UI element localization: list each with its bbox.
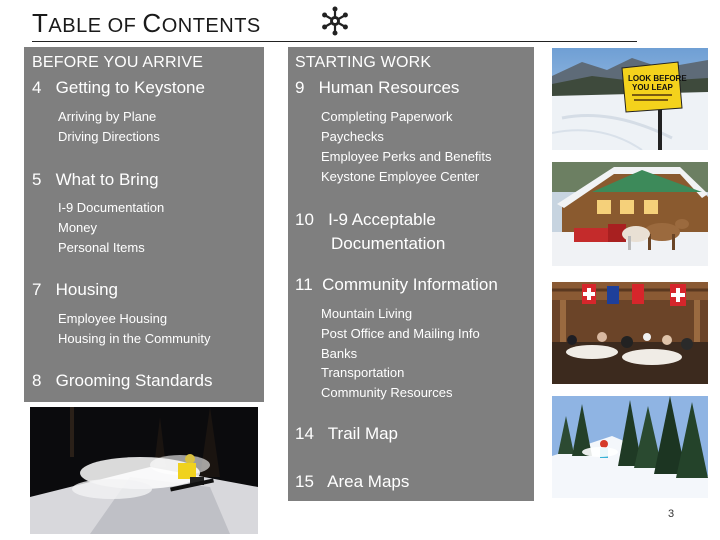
toc-entry-area-maps[interactable] <box>295 472 409 492</box>
toc-page-number: 5 <box>32 170 42 189</box>
toc-entry-label: Human Resources <box>318 78 460 97</box>
toc-subitem[interactable]: Mountain Living <box>321 306 413 321</box>
toc-subitem[interactable]: Community Resources <box>321 385 453 401</box>
title-underline <box>32 41 637 42</box>
toc-entry-label: Grooming Standards <box>55 371 213 390</box>
toc-entry-grooming-standards[interactable] <box>32 371 213 391</box>
ski-slope-sign-photo <box>552 48 708 150</box>
toc-entry-label: Housing <box>55 280 119 299</box>
toc-subitem[interactable]: Keystone Employee Center <box>321 169 480 184</box>
toc-entry-what-to-bring[interactable] <box>32 170 159 190</box>
toc-page-number: 10 <box>295 210 314 229</box>
toc-subitem[interactable]: Paychecks <box>321 129 384 144</box>
page-title <box>32 8 261 39</box>
before-you-arrive-panel <box>24 47 264 402</box>
toc-page-number: 15 <box>295 472 314 491</box>
sign-text-line1: LOOK BEFORE <box>628 74 687 83</box>
toc-entry-getting-to-keystone[interactable] <box>32 78 205 98</box>
toc-subitem[interactable]: Housing in the Community <box>58 331 211 346</box>
before-you-arrive-heading: BEFORE YOU ARRIVE <box>32 54 204 71</box>
skier-trees-photo <box>552 396 708 498</box>
toc-entry-label: I-9 Acceptable <box>328 210 436 229</box>
toc-subitem[interactable]: Banks <box>321 345 358 361</box>
title-part-2: ONTENTS <box>161 15 261 37</box>
toc-entry-human-resources[interactable] <box>295 78 459 98</box>
toc-subitem[interactable]: Driving Directions <box>58 129 160 144</box>
toc-entry-trail-map[interactable] <box>295 424 398 444</box>
sign-text-line2: YOU LEAP <box>632 83 673 92</box>
title-part-1: ABLE OF <box>48 15 143 37</box>
toc-entry-label: Getting to Keystone <box>55 78 205 97</box>
page-number: 3 <box>668 508 675 520</box>
toc-subitem[interactable]: Completing Paperwork <box>321 109 453 124</box>
toc-subitem[interactable]: Money <box>58 220 98 235</box>
starting-work-panel <box>288 47 534 501</box>
toc-subitems <box>321 304 480 403</box>
toc-entry-label: What to Bring <box>55 170 159 189</box>
title-initial-c: C <box>142 8 162 38</box>
toc-entry-label-continued: Documentation <box>331 234 446 253</box>
toc-page-number: 7 <box>32 280 42 299</box>
toc-subitem[interactable]: Transportation <box>321 365 405 381</box>
toc-subitem[interactable]: Employee Perks and Benefits <box>321 149 492 164</box>
toc-subitem[interactable]: Personal Items <box>58 240 145 255</box>
starting-work-heading: STARTING WORK <box>295 54 432 71</box>
toc-subitems <box>58 198 164 258</box>
toc-entry-community-information[interactable] <box>295 275 498 295</box>
toc-subitem[interactable]: Employee Housing <box>58 311 168 326</box>
toc-entry-i9-documentation[interactable] <box>295 208 436 232</box>
toc-subitem[interactable]: Arriving by Plane <box>58 109 157 124</box>
toc-subitem[interactable]: I-9 Documentation <box>58 200 165 215</box>
toc-entry-label: Community Information <box>322 275 498 294</box>
toc-page-number: 8 <box>32 371 42 390</box>
lodge-sleigh-photo <box>552 162 708 266</box>
snowflake-logo-icon <box>320 6 350 36</box>
title-initial-t: T <box>32 8 49 38</box>
toc-page-number: 9 <box>295 78 305 97</box>
toc-page-number: 14 <box>295 424 314 443</box>
toc-page-number: 4 <box>32 78 42 97</box>
toc-subitems <box>321 107 492 187</box>
toc-entry-label: Area Maps <box>327 472 410 491</box>
dining-hall-photo <box>552 282 708 384</box>
toc-entry-housing[interactable] <box>32 280 118 300</box>
toc-subitems <box>58 309 210 349</box>
toc-subitem[interactable]: Post Office and Mailing Info <box>321 325 480 341</box>
night-snowboarder-photo <box>30 407 258 534</box>
toc-entry-label: Trail Map <box>327 424 399 443</box>
toc-page-number: 11 <box>295 275 313 294</box>
toc-subitems <box>58 107 160 147</box>
